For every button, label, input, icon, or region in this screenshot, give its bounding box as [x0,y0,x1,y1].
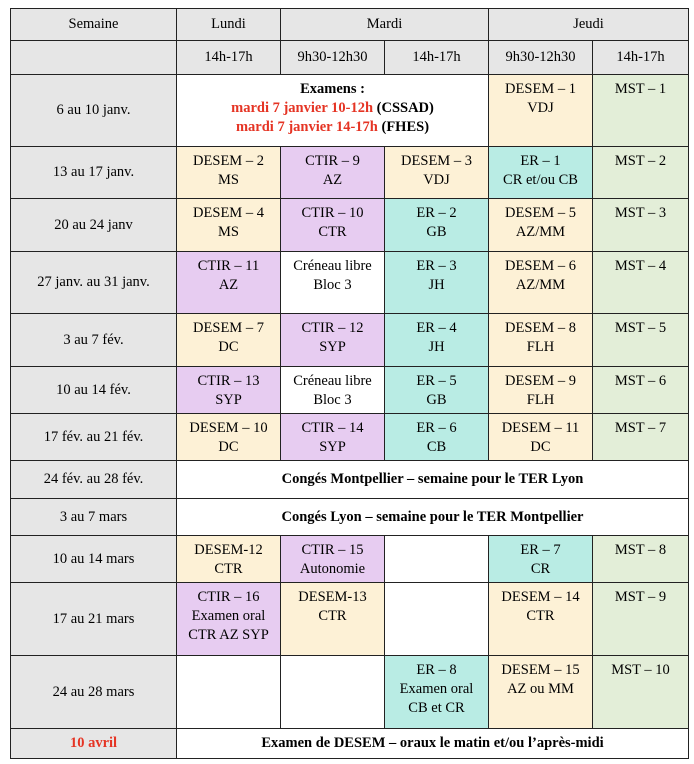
session-cell [593,75,689,147]
header-jeudi: Jeudi [489,9,689,41]
session-title: DESEM – 3 [401,153,472,169]
week-row [11,414,689,461]
session-cell [281,414,385,461]
session-title: CTIR – 11 [197,258,260,274]
week-row [11,583,689,656]
session-title: CTIR – 13 [197,373,260,389]
session-cell [593,583,689,656]
session-cell [385,414,489,461]
session-title: DESEM – 6 [505,258,576,274]
week-row [11,729,689,759]
week-label: 17 au 21 mars [11,583,177,656]
session-detail: Examen oral [191,608,266,624]
session-teacher: CTR [318,608,347,624]
exam-group-2: (FHES) [381,119,430,135]
session-teacher: Bloc 3 [313,277,352,293]
session-cell [281,252,385,314]
session-title: ER – 5 [416,373,457,389]
week-label: 3 au 7 mars [11,499,177,536]
header-lundi-slot: 14h-17h [177,41,281,75]
week-row [11,252,689,314]
session-cell [385,367,489,414]
session-title: DESEM-12 [194,542,263,558]
header-row-days [11,9,689,41]
session-cell [593,252,689,314]
week-row [11,536,689,583]
session-cell [593,199,689,252]
session-cell [489,536,593,583]
session-cell [281,583,385,656]
week-label: 3 au 7 fév. [11,314,177,367]
session-cell [177,536,281,583]
session-teacher: AZ [218,277,239,293]
exams-note [177,75,489,147]
session-title: MST – 6 [614,373,667,389]
session-cell [281,367,385,414]
week-row [11,314,689,367]
session-title: DESEM – 15 [501,662,580,678]
session-cell [593,536,689,583]
session-title: DESEM – 5 [505,205,576,221]
session-cell [489,656,593,729]
week-label: 10 au 14 mars [11,536,177,583]
session-cell [385,199,489,252]
session-title: Créneau libre [293,373,372,389]
session-cell [177,252,281,314]
week-row [11,147,689,199]
session-cell [489,199,593,252]
session-teacher: CR [530,561,551,577]
session-cell [281,199,385,252]
session-teacher: SYP [215,392,242,408]
session-teacher: GB [426,392,447,408]
week-row [11,367,689,414]
session-teacher: CTR AZ SYP [188,627,269,643]
week-label: 13 au 17 janv. [11,147,177,199]
session-cell [593,367,689,414]
session-teacher: CB [426,439,447,455]
header-row-slots [11,41,689,75]
week-row [11,656,689,729]
header-jeudi-slot-pm: 14h-17h [593,41,689,75]
session-cell [177,199,281,252]
exam-banner: Examen de DESEM – oraux le matin et/ou l’après-midi [177,729,689,759]
empty-cell [385,536,489,583]
session-title: DESEM – 7 [193,320,264,336]
session-title: CTIR – 9 [305,153,360,169]
session-teacher: AZ ou MM [507,681,574,697]
session-title: ER – 2 [416,205,457,221]
week-label: 27 janv. au 31 janv. [11,252,177,314]
exam-date-2: mardi 7 janvier 14-17h [235,119,378,135]
session-teacher: DC [218,339,239,355]
session-title: CTIR – 15 [301,542,364,558]
session-cell [385,147,489,199]
exam-group-1: (CSSAD) [376,100,434,116]
session-title: ER – 4 [416,320,457,336]
session-teacher: Autonomie [299,561,366,577]
session-teacher: CR et/ou CB [503,172,578,188]
session-title: DESEM – 11 [501,420,580,436]
session-teacher: DC [530,439,551,455]
session-cell [281,314,385,367]
header-empty [11,41,177,75]
session-title: MST – 8 [614,542,667,558]
session-cell [281,147,385,199]
week-label: 24 au 28 mars [11,656,177,729]
week-label: 6 au 10 janv. [11,75,177,147]
session-teacher: FLH [526,339,555,355]
session-teacher: AZ/MM [515,277,566,293]
session-title: MST – 5 [614,320,667,336]
session-cell [177,367,281,414]
holiday-banner: Congés Montpellier – semaine pour le TER Lyon [177,461,689,499]
session-cell [177,414,281,461]
header-mardi-slot-am: 9h30-12h30 [281,41,385,75]
session-title: DESEM – 8 [505,320,576,336]
session-title: DESEM – 9 [505,373,576,389]
session-title: Créneau libre [293,258,372,274]
session-cell [177,314,281,367]
session-teacher: AZ [322,172,343,188]
exam-line-1 [181,99,484,118]
empty-cell [177,656,281,729]
session-title: ER – 1 [520,153,561,169]
week-row [11,199,689,252]
exam-date-1: mardi 7 janvier 10-12h [231,100,374,116]
header-lundi: Lundi [177,9,281,41]
week-label: 10 au 14 fév. [11,367,177,414]
session-title: MST – 2 [614,153,667,169]
session-title: MST – 9 [614,589,667,605]
session-teacher: MS [218,224,239,240]
session-cell [489,252,593,314]
session-title: DESEM – 1 [505,81,576,97]
session-title: DESEM – 14 [501,589,580,605]
session-teacher: VDJ [527,100,554,116]
session-teacher: CTR [318,224,347,240]
week-row [11,75,689,147]
session-cell [177,147,281,199]
week-label: 20 au 24 janv [11,199,177,252]
session-cell [489,314,593,367]
session-title: ER – 7 [520,542,561,558]
session-title: DESEM – 2 [193,153,264,169]
session-title: ER – 3 [416,258,457,274]
session-teacher: AZ/MM [515,224,566,240]
empty-cell [281,656,385,729]
session-teacher: MS [218,172,239,188]
schedule-table [10,8,689,759]
week-label: 24 fév. au 28 fév. [11,461,177,499]
session-title: MST – 7 [614,420,667,436]
session-cell [593,656,689,729]
session-cell [385,314,489,367]
session-teacher: CTR [214,561,243,577]
week-row [11,499,689,536]
session-cell [489,583,593,656]
exam-line-2 [181,118,484,137]
session-teacher: CB et CR [408,700,465,716]
session-title: CTIR – 10 [301,205,364,221]
session-cell [385,656,489,729]
session-cell [489,147,593,199]
session-title: DESEM – 4 [193,205,264,221]
exams-title: Examens : [300,81,365,97]
session-teacher: CTR [526,608,555,624]
session-cell [593,314,689,367]
session-title: DESEM-13 [298,589,367,605]
session-title: DESEM – 10 [189,420,268,436]
session-title: ER – 8 [416,662,457,678]
session-cell [593,147,689,199]
session-detail: Examen oral [399,681,474,697]
session-teacher: SYP [319,439,346,455]
session-title: MST – 3 [614,205,667,221]
session-cell [593,414,689,461]
session-cell [489,75,593,147]
week-row [11,461,689,499]
session-teacher: GB [426,224,447,240]
session-cell [489,367,593,414]
session-title: MST – 10 [611,662,670,678]
week-label: 10 avril [11,729,177,759]
header-mardi-slot-pm: 14h-17h [385,41,489,75]
session-title: MST – 4 [614,258,667,274]
session-cell [385,252,489,314]
empty-cell [385,583,489,656]
session-cell [281,536,385,583]
session-title: ER – 6 [416,420,457,436]
session-teacher: JH [428,277,445,293]
session-cell [489,414,593,461]
holiday-banner: Congés Lyon – semaine pour le TER Montpellier [177,499,689,536]
header-mardi: Mardi [281,9,489,41]
header-jeudi-slot-am: 9h30-12h30 [489,41,593,75]
session-teacher: Bloc 3 [313,392,352,408]
session-teacher: VDJ [423,172,450,188]
week-label: 17 fév. au 21 fév. [11,414,177,461]
session-teacher: DC [218,439,239,455]
session-teacher: JH [428,339,445,355]
header-semaine: Semaine [11,9,177,41]
session-title: CTIR – 16 [197,589,260,605]
session-title: CTIR – 14 [301,420,364,436]
session-title: CTIR – 12 [301,320,364,336]
session-title: MST – 1 [614,81,667,97]
session-teacher: SYP [319,339,346,355]
session-cell [177,583,281,656]
session-teacher: FLH [526,392,555,408]
